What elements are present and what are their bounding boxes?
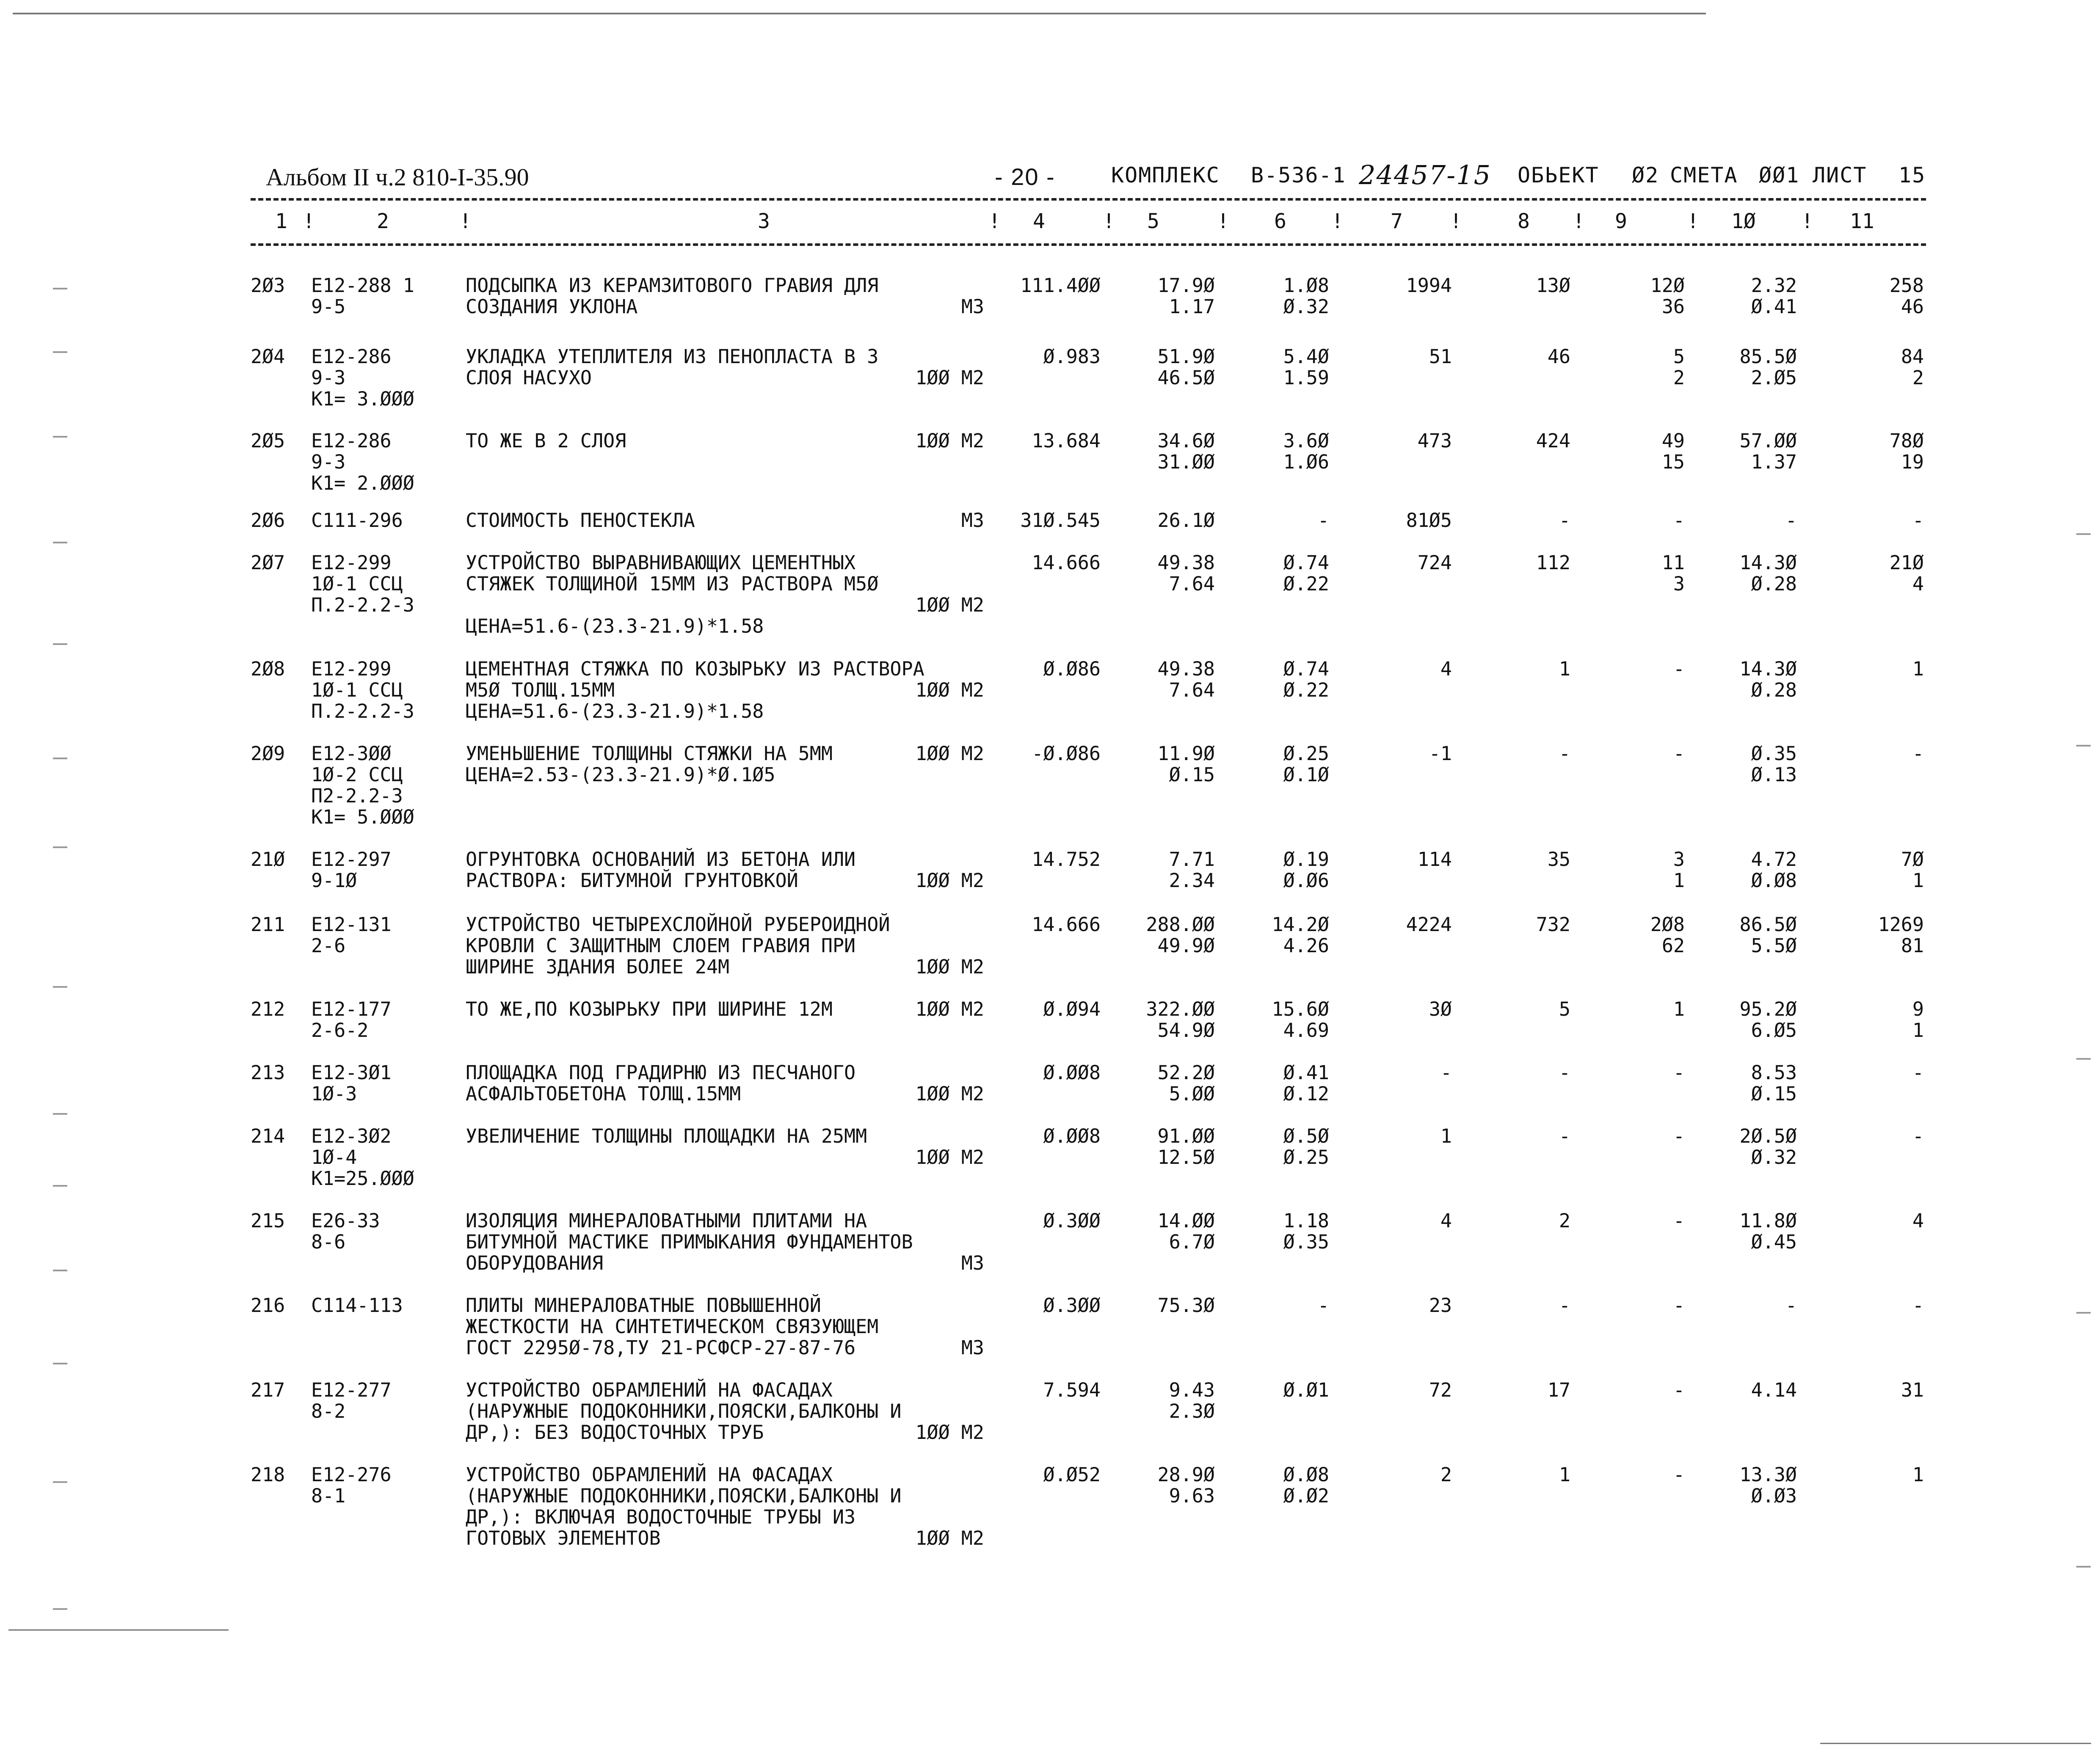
column-number: 7 (1391, 209, 1403, 233)
column-separator: ! (1801, 209, 1813, 233)
cell-c9: 2Ø8 62 (1650, 913, 1685, 957)
object-label: ОБЬЕКТ (1518, 163, 1599, 187)
smeta-value: ØØ1 (1759, 163, 1800, 187)
cell-code: Е12-299 1Ø-1 ССЦ П.2-2.2-3 (311, 658, 414, 722)
cell-code: Е12-297 9-1Ø (311, 848, 392, 892)
cell-c8: - (1559, 1061, 1570, 1084)
cell-c6: 3.6Ø 1.Ø6 (1283, 430, 1329, 473)
cell-n: 212 (251, 998, 285, 1020)
cell-c8: 2 (1559, 1210, 1570, 1232)
cell-name: УВЕЛИЧЕНИЕ ТОЛЩИНЫ ПЛОЩАДКИ НА 25ММ (466, 1125, 867, 1147)
column-separator: ! (303, 209, 315, 233)
column-number: 2 (377, 209, 389, 233)
cell-code: Е12-3ØØ 1Ø-2 ССЦ П2-2.2-3 К1= 5.ØØØ (311, 742, 414, 828)
album-title: Альбом II ч.2 810-I-35.90 (266, 163, 529, 191)
cell-c5: 26.1Ø (1157, 509, 1215, 532)
cell-n: 21Ø (251, 848, 285, 871)
cell-unit: 1ØØ М2 (915, 998, 984, 1020)
cell-c10: 2.32 Ø.41 (1751, 274, 1797, 318)
cell-c6: Ø.Ø8 Ø.Ø2 (1283, 1463, 1329, 1507)
cell-c7: - (1440, 1061, 1452, 1084)
margin-mark (53, 1481, 67, 1483)
cell-name: УСТРОЙСТВО ОБРАМЛЕНИЙ НА ФАСАДАХ (НАРУЖНЫЕ ПОДОКОННИКИ,ПОЯСКИ,БАЛКОНЫ И ДР,): ВКЛЮЧАЯ ВОДОСТОЧНЫЕ ТРУБЫ ИЗ ГОТОВЫХ ЭЛЕМЕНТОВ (466, 1463, 902, 1549)
cell-c10: 85.5Ø 2.Ø5 (1739, 345, 1797, 389)
column-number: 1 (275, 209, 287, 233)
handwritten-number: 24457-15 (1359, 160, 1492, 190)
cell-code: С111-296 (311, 509, 403, 532)
cell-unit: 1ØØ М2 (915, 594, 984, 616)
cell-c8: - (1559, 1125, 1570, 1147)
cell-unit: 1ØØ М2 (915, 1083, 984, 1105)
margin-mark (53, 436, 67, 438)
cell-c5: 52.2Ø 5.ØØ (1157, 1061, 1215, 1105)
cell-unit: 1ØØ М2 (915, 366, 984, 389)
cell-qty: 13.684 (1032, 430, 1101, 452)
cell-code: Е12-3Ø2 1Ø-4 К1=25.ØØØ (311, 1125, 414, 1190)
cell-c5: 28.9Ø 9.63 (1157, 1463, 1215, 1507)
margin-mark (2076, 1566, 2091, 1568)
cell-c5: 91.ØØ 12.5Ø (1157, 1125, 1215, 1168)
margin-mark (53, 1363, 67, 1364)
margin-mark (2076, 1312, 2091, 1314)
cell-c11: 4 (1912, 1210, 1924, 1232)
cell-c6: Ø.74 Ø.22 (1283, 551, 1329, 595)
cell-c10: 57.ØØ 1.37 (1739, 430, 1797, 473)
cell-qty: 7.594 (1043, 1379, 1101, 1401)
column-separator: ! (1450, 209, 1462, 233)
cell-c9: 49 15 (1661, 430, 1685, 473)
margin-mark (53, 288, 67, 289)
cell-c11: - (1912, 742, 1924, 765)
cell-c8: 424 (1536, 430, 1570, 452)
cell-c5: 9.43 2.3Ø (1169, 1379, 1215, 1422)
sheet-label: ЛИСТ (1813, 163, 1867, 187)
cell-unit: 1ØØ М2 (915, 1421, 984, 1444)
cell-c6: 15.6Ø 4.69 (1272, 998, 1329, 1042)
margin-mark (53, 1185, 67, 1187)
cell-name: СТОИМОСТЬ ПЕНОСТЕКЛА (466, 509, 695, 532)
cell-c6: Ø.41 Ø.12 (1283, 1061, 1329, 1105)
cell-name: ПЛИТЫ МИНЕРАЛОВАТНЫЕ ПОВЫШЕННОЙ ЖЕСТКОСТИ НА СИНТЕТИЧЕСКОМ СВЯЗУЮЩЕМ ГОСТ 2295Ø-78,ТУ 21-РСФСР-27-87-76 (466, 1294, 879, 1359)
cell-c11: 1 (1912, 658, 1924, 680)
cell-c11: 78Ø 19 (1889, 430, 1924, 473)
cell-n: 215 (251, 1210, 285, 1232)
cell-n: 218 (251, 1463, 285, 1486)
cell-c8: - (1559, 742, 1570, 765)
cell-c6: - (1317, 509, 1329, 532)
cell-c6: 5.4Ø 1.59 (1283, 345, 1329, 389)
cell-qty: Ø.Ø52 (1043, 1463, 1101, 1486)
cell-c5: 322.ØØ 54.9Ø (1146, 998, 1215, 1042)
cell-c7: 724 (1417, 551, 1452, 574)
margin-mark (53, 1113, 67, 1115)
header-divider-top (251, 198, 1926, 201)
cell-c10: 2Ø.5Ø Ø.32 (1739, 1125, 1797, 1168)
column-separator: ! (459, 209, 472, 233)
cell-code: Е12-286 9-3 К1= 3.ØØØ (311, 345, 414, 410)
cell-code: Е12-276 8-1 (311, 1463, 392, 1507)
cell-c9: - (1673, 1463, 1685, 1486)
cell-c9: 3 1 (1673, 848, 1685, 892)
cell-qty: Ø.Ø94 (1043, 998, 1101, 1020)
cell-c11: 7Ø 1 (1901, 848, 1924, 892)
cell-c9: - (1673, 1061, 1685, 1084)
cell-c5: 49.38 7.64 (1157, 551, 1215, 595)
cell-c6: 14.2Ø 4.26 (1272, 913, 1329, 957)
cell-unit: 1ØØ М2 (915, 742, 984, 765)
cell-qty: Ø.983 (1043, 345, 1101, 368)
cell-c8: 112 (1536, 551, 1570, 574)
cell-c7: 51 (1429, 345, 1452, 368)
cell-name: УМЕНЬШЕНИЕ ТОЛЩИНЫ СТЯЖКИ НА 5ММ ЦЕНА=2.53-(23.3-21.9)*Ø.1Ø5 (466, 742, 833, 786)
cell-name: УСТРОЙСТВО ВЫРАВНИВАЮЩИХ ЦЕМЕНТНЫХ СТЯЖЕК ТОЛЩИНОЙ 15ММ ИЗ РАСТВОРА М5Ø ЦЕНА=51.6-(23.3-21.9)*1.58 (466, 551, 879, 637)
cell-c6: - (1317, 1294, 1329, 1317)
cell-unit: 1ØØ М2 (915, 1146, 984, 1168)
cell-c10: 14.3Ø Ø.28 (1739, 658, 1797, 701)
cell-code: Е12-3Ø1 1Ø-3 (311, 1061, 392, 1105)
cell-c10: 11.8Ø Ø.45 (1739, 1210, 1797, 1253)
cell-c9: - (1673, 509, 1685, 532)
cell-c8: 5 (1559, 998, 1570, 1020)
cell-qty: 14.666 (1032, 551, 1101, 574)
cell-c11: 84 2 (1901, 345, 1924, 389)
cell-qty: Ø.3ØØ (1043, 1210, 1101, 1232)
margin-mark (53, 986, 67, 988)
cell-unit: 1ØØ М2 (915, 869, 984, 892)
cell-c10: 14.3Ø Ø.28 (1739, 551, 1797, 595)
cell-name: УКЛАДКА УТЕПЛИТЕЛЯ ИЗ ПЕНОПЛАСТА В 3 СЛОЯ НАСУХО (466, 345, 879, 389)
cell-c8: 1 (1559, 1463, 1570, 1486)
cell-qty: Ø.3ØØ (1043, 1294, 1101, 1317)
cell-code: Е12-286 9-3 К1= 2.ØØØ (311, 430, 414, 494)
cell-n: 213 (251, 1061, 285, 1084)
margin-mark (53, 351, 67, 353)
cell-c10: 86.5Ø 5.5Ø (1739, 913, 1797, 957)
cell-c8: - (1559, 1294, 1570, 1317)
cell-c11: - (1912, 509, 1924, 532)
column-separator: ! (1217, 209, 1229, 233)
cell-c6: Ø.5Ø Ø.25 (1283, 1125, 1329, 1168)
cell-c9: - (1673, 1125, 1685, 1147)
cell-c7: 23 (1429, 1294, 1452, 1317)
cell-c6: Ø.74 Ø.22 (1283, 658, 1329, 701)
cell-n: 2Ø5 (251, 430, 285, 452)
cell-c5: 75.3Ø (1157, 1294, 1215, 1317)
cell-code: Е12-299 1Ø-1 ССЦ П.2-2.2-3 (311, 551, 414, 616)
cell-n: 2Ø8 (251, 658, 285, 680)
cell-n: 2Ø7 (251, 551, 285, 574)
cell-c9: - (1673, 742, 1685, 765)
cell-c9: - (1673, 1294, 1685, 1317)
cell-unit: М3 (961, 509, 984, 532)
cell-c11: - (1912, 1125, 1924, 1147)
cell-c6: Ø.19 Ø.Ø6 (1283, 848, 1329, 892)
cell-name: ИЗОЛЯЦИЯ МИНЕРАЛОВАТНЫМИ ПЛИТАМИ НА БИТУМНОЙ МАСТИКЕ ПРИМЫКАНИЯ ФУНДАМЕНТОВ ОБОРУДОВАНИЯ (466, 1210, 913, 1274)
scan-top-rule (13, 13, 1706, 14)
cell-name: ЦЕМЕНТНАЯ СТЯЖКА ПО КОЗЫРЬКУ ИЗ РАСТВОРА М5Ø ТОЛЩ.15ММ ЦЕНА=51.6-(23.3-21.9)*1.58 (466, 658, 924, 722)
cell-c8: 46 (1547, 345, 1570, 368)
cell-c5: 17.9Ø 1.17 (1157, 274, 1215, 318)
column-separator: ! (1331, 209, 1344, 233)
header-divider-bottom (251, 243, 1926, 246)
cell-name: УСТРОЙСТВО ОБРАМЛЕНИЙ НА ФАСАДАХ (НАРУЖНЫЕ ПОДОКОННИКИ,ПОЯСКИ,БАЛКОНЫ И ДР,): БЕЗ ВОДОСТОЧНЫХ ТРУБ (466, 1379, 902, 1444)
cell-c7: 473 (1417, 430, 1452, 452)
cell-c11: - (1912, 1061, 1924, 1084)
cell-c11: 21Ø 4 (1889, 551, 1924, 595)
cell-c5: 51.9Ø 46.5Ø (1157, 345, 1215, 389)
cell-qty: Ø.ØØ8 (1043, 1125, 1101, 1147)
cell-c9: 11 3 (1661, 551, 1685, 595)
cell-qty: Ø.Ø86 (1043, 658, 1101, 680)
column-number: 1Ø (1731, 209, 1756, 233)
cell-qty: 14.666 (1032, 913, 1101, 936)
cell-n: 2Ø3 (251, 274, 285, 297)
cell-code: Е26-33 8-6 (311, 1210, 380, 1253)
cell-c6: Ø.Ø1 (1283, 1379, 1329, 1401)
cell-c7: 114 (1417, 848, 1452, 871)
cell-c7: -1 (1429, 742, 1452, 765)
cell-qty: -Ø.Ø86 (1032, 742, 1101, 765)
cell-c7: 3Ø (1429, 998, 1452, 1020)
cell-code: Е12-177 2-6-2 (311, 998, 392, 1042)
smeta-label: СМЕТА (1670, 163, 1738, 187)
cell-c6: 1.Ø8 Ø.32 (1283, 274, 1329, 318)
column-separator: ! (1103, 209, 1115, 233)
cell-c11: 9 1 (1912, 998, 1924, 1042)
cell-c10: 8.53 Ø.15 (1751, 1061, 1797, 1105)
column-number: 5 (1147, 209, 1159, 233)
cell-c5: 7.71 2.34 (1169, 848, 1215, 892)
margin-mark (2076, 745, 2091, 747)
cell-c9: 5 2 (1673, 345, 1685, 389)
cell-c11: - (1912, 1294, 1924, 1317)
column-number: 6 (1274, 209, 1286, 233)
cell-c10: - (1785, 509, 1797, 532)
column-separator: ! (988, 209, 1001, 233)
cell-c6: 1.18 Ø.35 (1283, 1210, 1329, 1253)
column-number: 11 (1850, 209, 1874, 233)
cell-qty: 14.752 (1032, 848, 1101, 871)
column-separator: ! (1687, 209, 1699, 233)
cell-c6: Ø.25 Ø.1Ø (1283, 742, 1329, 786)
margin-mark (2076, 1058, 2091, 1060)
cell-c10: 13.3Ø Ø.Ø3 (1739, 1463, 1797, 1507)
cell-c8: 1 (1559, 658, 1570, 680)
cell-name: УСТРОЙСТВО ЧЕТЫРЕХСЛОЙНОЙ РУБЕРОИДНОЙ КРОВЛИ С ЗАЩИТНЫМ СЛОЕМ ГРАВИЯ ПРИ ШИРИНЕ ЗДАНИЯ БОЛЕЕ 24М (466, 913, 890, 978)
margin-mark (53, 542, 67, 543)
column-number: 8 (1518, 209, 1530, 233)
cell-name: ОГРУНТОВКА ОСНОВАНИЙ ИЗ БЕТОНА ИЛИ РАСТВОРА: БИТУМНОЙ ГРУНТОВКОЙ (466, 848, 856, 892)
scan-bottom-rule-left (8, 1629, 229, 1631)
cell-c7: 4 (1440, 658, 1452, 680)
margin-mark (53, 846, 67, 848)
cell-c5: 288.ØØ 49.9Ø (1146, 913, 1215, 957)
column-number: 3 (758, 209, 770, 233)
margin-mark (2076, 533, 2091, 535)
cell-code: Е12-131 2-6 (311, 913, 392, 957)
cell-unit: М3 (961, 1252, 984, 1274)
cell-c7: 2 (1440, 1463, 1452, 1486)
cell-qty: Ø.ØØ8 (1043, 1061, 1101, 1084)
cell-c9: - (1673, 1379, 1685, 1401)
cell-c11: 1269 81 (1878, 913, 1924, 957)
cell-c5: 14.ØØ 6.7Ø (1157, 1210, 1215, 1253)
cell-c5: 34.6Ø 31.ØØ (1157, 430, 1215, 473)
cell-c10: - (1785, 1294, 1797, 1317)
cell-unit: 1ØØ М2 (915, 1527, 984, 1549)
cell-qty: 31Ø.545 (1020, 509, 1101, 532)
object-value: Ø2 (1632, 163, 1659, 187)
cell-c7: 4 (1440, 1210, 1452, 1232)
cell-n: 217 (251, 1379, 285, 1401)
complex-label: КОМПЛЕКС (1111, 163, 1220, 187)
column-number: 9 (1615, 209, 1627, 233)
cell-c11: 258 46 (1889, 274, 1924, 318)
cell-c9: - (1673, 1210, 1685, 1232)
cell-n: 2Ø6 (251, 509, 285, 532)
cell-c7: 81Ø5 (1406, 509, 1452, 532)
cell-qty: 111.4ØØ (1020, 274, 1101, 297)
margin-mark (53, 758, 67, 759)
cell-c10: 4.72 Ø.Ø8 (1751, 848, 1797, 892)
cell-unit: М3 (961, 295, 984, 318)
cell-c8: 732 (1536, 913, 1570, 936)
cell-name: ПЛОЩАДКА ПОД ГРАДИРНЮ ИЗ ПЕСЧАНОГО АСФАЛЬТОБЕТОНА ТОЛЩ.15ММ (466, 1061, 856, 1105)
cell-c9: 1 (1673, 998, 1685, 1020)
cell-c10: Ø.35 Ø.13 (1751, 742, 1797, 786)
cell-c5: 49.38 7.64 (1157, 658, 1215, 701)
complex-value: В-536-1 (1251, 163, 1346, 187)
cell-n: 214 (251, 1125, 285, 1147)
cell-name: ТО ЖЕ,ПО КОЗЫРЬКУ ПРИ ШИРИНЕ 12М (466, 998, 833, 1020)
cell-unit: М3 (961, 1336, 984, 1359)
cell-n: 2Ø9 (251, 742, 285, 765)
cell-n: 211 (251, 913, 285, 936)
cell-code: Е12-277 8-2 (311, 1379, 392, 1422)
cell-unit: 1ØØ М2 (915, 679, 984, 701)
cell-c8: 13Ø (1536, 274, 1570, 297)
cell-c9: 12Ø 36 (1650, 274, 1685, 318)
cell-c10: 4.14 (1751, 1379, 1797, 1401)
cell-c7: 1 (1440, 1125, 1452, 1147)
cell-c7: 1994 (1406, 274, 1452, 297)
cell-name: ПОДСЫПКА ИЗ КЕРАМЗИТОВОГО ГРАВИЯ ДЛЯ СОЗДАНИЯ УКЛОНА (466, 274, 879, 318)
cell-c10: 95.2Ø 6.Ø5 (1739, 998, 1797, 1042)
cell-c8: 17 (1547, 1379, 1570, 1401)
cell-c9: - (1673, 658, 1685, 680)
column-number: 4 (1033, 209, 1045, 233)
margin-mark (53, 1608, 67, 1610)
cell-c7: 4224 (1406, 913, 1452, 936)
margin-mark (53, 1270, 67, 1271)
cell-c5: 11.9Ø Ø.15 (1157, 742, 1215, 786)
page-number: - 20 - (995, 163, 1055, 190)
cell-name: ТО ЖЕ В 2 СЛОЯ (466, 430, 626, 452)
cell-c8: 35 (1547, 848, 1570, 871)
column-separator: ! (1573, 209, 1585, 233)
cell-n: 2Ø4 (251, 345, 285, 368)
cell-code: Е12-288 1 9-5 (311, 274, 414, 318)
cell-c8: - (1559, 509, 1570, 532)
cell-n: 216 (251, 1294, 285, 1317)
cell-code: С114-113 (311, 1294, 403, 1317)
cell-unit: 1ØØ М2 (915, 430, 984, 452)
cell-c11: 31 (1901, 1379, 1924, 1401)
cell-c7: 72 (1429, 1379, 1452, 1401)
sheet-value: 15 (1899, 163, 1926, 187)
margin-mark (53, 643, 67, 645)
scan-bottom-rule-right (1820, 1743, 2091, 1744)
cell-c11: 1 (1912, 1463, 1924, 1486)
cell-unit: 1ØØ М2 (915, 956, 984, 978)
